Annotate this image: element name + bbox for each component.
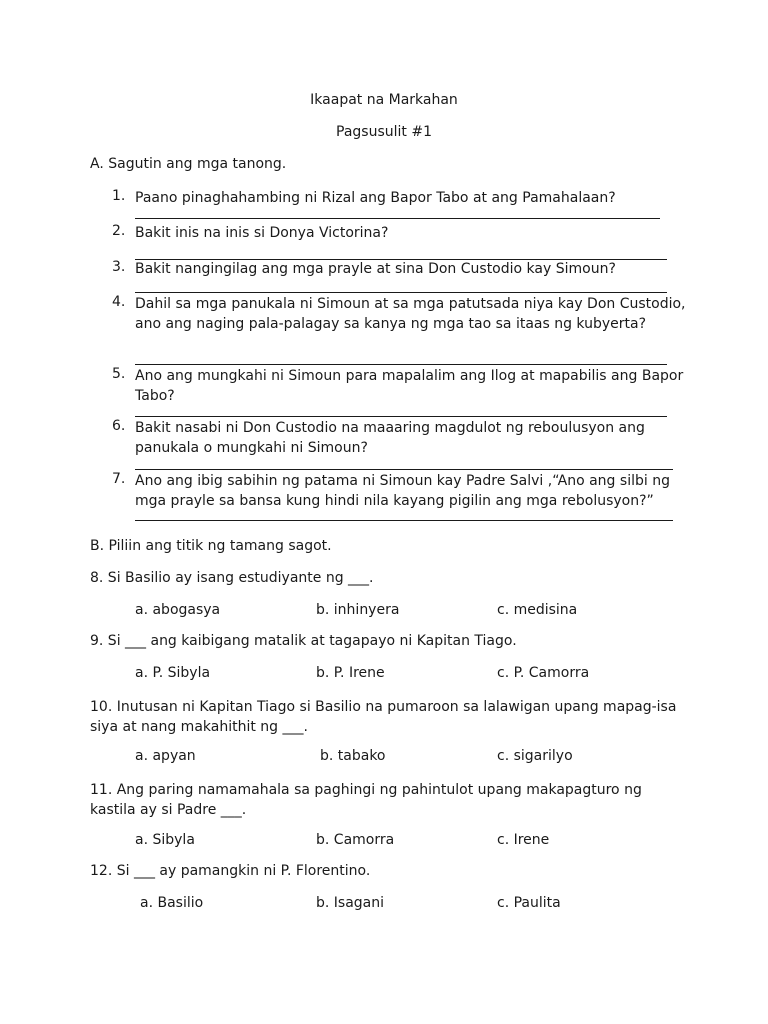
answer-line: [135, 364, 667, 365]
page-subtitle: Pagsusulit #1: [336, 124, 432, 140]
choice-a: a. apyan: [135, 748, 196, 764]
choice-a: a. P. Sibyla: [135, 665, 211, 681]
question-text: Ano ang ibig sabihin ng patama ni Simoun kay Padre Salvi ,“Ano ang silbi ng mga prayle sa bansa kung hindi nila kayang pigilin ang mga rebolusyon?”: [135, 473, 670, 509]
question-number: 5.: [112, 366, 126, 382]
choice-c: c. Paulita: [497, 895, 561, 911]
section-a-heading: A. Sagutin ang mga tanong.: [90, 156, 287, 172]
answer-line: [135, 469, 673, 470]
question-text: 10. Inutusan ni Kapitan Tiago si Basilio na pumaroon sa lalawigan upang mapag-isa siya at nang makahithit ng ___.: [90, 699, 677, 735]
answer-line: [135, 416, 667, 417]
question-text: 8. Si Basilio ay isang estudiyante ng ___.: [90, 570, 374, 586]
choice-a: a. Basilio: [140, 895, 204, 911]
question-text: 12. Si ___ ay pamangkin ni P. Florentino.: [90, 863, 371, 879]
question-text: Ano ang mungkahi ni Simoun para mapalalim ang Ilog at mapabilis ang Bapor Tabo?: [135, 368, 684, 404]
question-text: Bakit nangingilag ang mga prayle at sina Don Custodio kay Simoun?: [135, 261, 616, 277]
answer-line: [135, 520, 673, 521]
choice-a: a. Sibyla: [135, 832, 195, 848]
question-text: 11. Ang paring namamahala sa paghingi ng pahintulot upang makapagturo ng kastila ay si Padre ___.: [90, 782, 642, 818]
section-b-heading: B. Piliin ang titik ng tamang sagot.: [90, 538, 332, 554]
question-text: Paano pinaghahambing ni Rizal ang Bapor Tabo at ang Pamahalaan?: [135, 190, 616, 206]
choice-b: b. P. Irene: [316, 665, 385, 681]
answer-line: [135, 218, 660, 219]
question-text: Bakit inis na inis si Donya Victorina?: [135, 225, 389, 241]
question-number: 4.: [112, 294, 126, 310]
page-title: Ikaapat na Markahan: [310, 92, 458, 108]
answer-line: [135, 292, 667, 293]
choice-b: b. Camorra: [316, 832, 395, 848]
choice-c: c. P. Camorra: [497, 665, 590, 681]
choice-b: b. inhinyera: [316, 602, 400, 618]
choice-c: c. sigarilyo: [497, 748, 573, 764]
choice-a: a. abogasya: [135, 602, 221, 618]
question-number: 2.: [112, 223, 126, 239]
question-text: 9. Si ___ ang kaibigang matalik at tagapayo ni Kapitan Tiago.: [90, 633, 517, 649]
question-text: Dahil sa mga panukala ni Simoun at sa mga patutsada niya kay Don Custodio, ano ang naging pala-palagay sa kanya ng mga tao sa itaas ng kubyerta?: [135, 296, 686, 332]
question-number: 1.: [112, 188, 126, 204]
choice-c: c. Irene: [497, 832, 550, 848]
choice-b: b. tabako: [320, 748, 386, 764]
question-text: Bakit nasabi ni Don Custodio na maaaring magdulot ng reboulusyon ang panukala o mungkahi ni Simoun?: [135, 420, 645, 456]
choice-c: c. medisina: [497, 602, 578, 618]
choice-b: b. Isagani: [316, 895, 385, 911]
question-number: 6.: [112, 418, 126, 434]
question-number: 7.: [112, 471, 126, 487]
question-number: 3.: [112, 259, 126, 275]
